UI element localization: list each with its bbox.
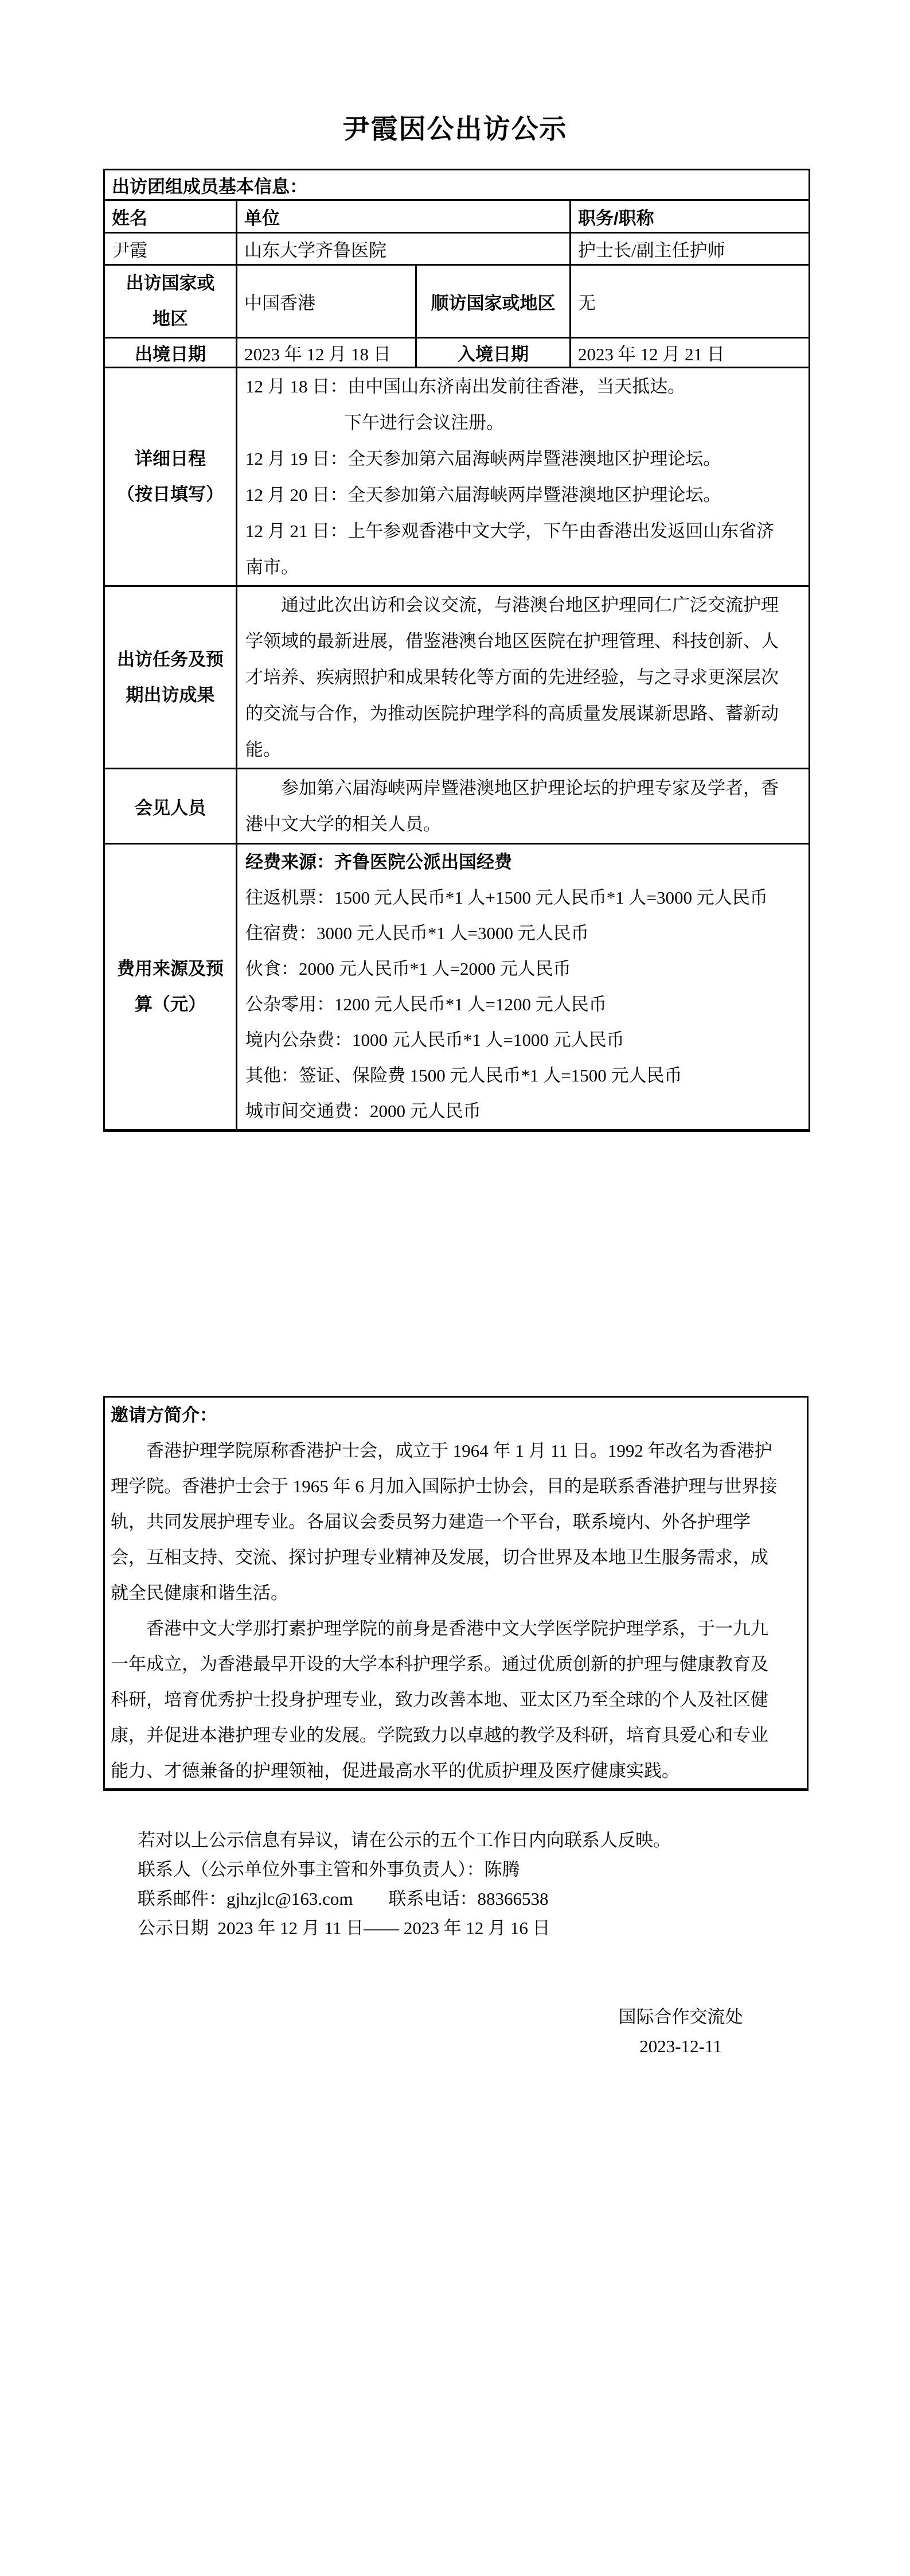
destination-label: 出访国家或 地区 [104,265,237,338]
mission-line: 通过此次出访和会议交流，与港澳台地区护理同仁广泛交流护理 [281,595,779,615]
publicity-period-line: 公示日期 2023 年 12 月 11 日—— 2023 年 12 月 16 日 [138,1918,550,1938]
page-title: 尹霞因公出访公示 [342,115,568,145]
budget-line: 境内公杂费：1000 元人民币*1 人=1000 元人民币 [245,1030,624,1050]
contact-email-phone-line: 联系邮件：gjhzjlc@163.com 联系电话：88366538 [138,1889,549,1909]
table-row-member [104,233,810,265]
member-title: 护士长/副主任护师 [571,233,810,265]
itinerary-line: 下午进行会议注册。 [344,413,504,433]
table-row-destination [104,265,810,338]
inviter-intro-line: 科研，培育优秀护士投身护理专业，致力改善本地、亚太区乃至全球的个人及社区健 [111,1690,768,1710]
exit-date-label: 出境日期 [104,338,237,368]
itinerary-label: 详细日程 （按日填写） [104,368,237,586]
section-header: 出访团组成员基本信息： [104,170,810,200]
exit-date-value: 2023 年 12 月 18 日 [237,338,416,368]
table-row-dates [104,338,810,368]
itinerary-line: 12 月 21 日：上午参观香港中文大学，下午由香港出发返回山东省济 [245,521,775,541]
budget-line: 其他：签证、保险费 1500 元人民币*1 人=1500 元人民币 [245,1065,682,1085]
mission-label: 出访任务及预 期出访成果 [104,586,237,769]
budget-line: 住宿费：3000 元人民币*1 人=3000 元人民币 [245,923,589,943]
table-row-itinerary [104,368,810,586]
budget-content [237,844,810,1131]
inviter-intro-line: 香港护理学院原称香港护士会，成立于 1964 年 1 月 11 日。1992 年改名为香港护 [146,1441,772,1461]
footer-contact-block [138,1826,671,1943]
budget-line: 伙食：2000 元人民币*1 人=2000 元人民币 [245,959,571,979]
itinerary-line: 12 月 20 日：全天参加第六届海峡两岸暨港澳地区护理论坛。 [245,485,721,505]
budget-source-line: 经费来源：齐鲁医院公派出国经费 [245,852,512,872]
entry-date-label: 入境日期 [416,338,571,368]
mission-line: 学领域的最新进展，借鉴港澳台地区医院在护理管理、科技创新、人 [245,631,779,651]
inviter-intro-box [103,1396,809,1791]
table-row-mission [104,586,810,769]
member-name: 尹霞 [104,233,237,265]
table-row-budget [104,844,810,1131]
mission-line: 的交流与合作，为推动医院护理学科的高质量发展谋新思路、蓄新动 [245,703,779,723]
signature-block [609,2002,752,2061]
meeting-label: 会见人员 [104,769,237,844]
signature-date: 2023-12-11 [639,2036,722,2056]
mission-line: 才培养、疾病照护和成果转化等方面的先进经验，与之寻求更深层次 [245,667,779,687]
meeting-line: 参加第六届海峡两岸暨港澳地区护理论坛的护理专家及学者，香 [281,778,779,798]
table-row-meeting [104,769,810,844]
itinerary-line: 12 月 18 日：由中国山东济南出发前往香港，当天抵达。 [245,376,686,396]
itinerary-line: 南市。 [245,557,299,577]
destination-value: 中国香港 [237,265,416,338]
mission-line: 能。 [245,740,281,760]
member-unit: 山东大学齐鲁医院 [237,233,571,265]
signature-org: 国际合作交流处 [618,2007,743,2027]
table-row-column-headers [104,200,810,233]
budget-line: 往返机票：1500 元人民币*1 人+1500 元人民币*1 人=3000 元人民币 [245,888,768,908]
inviter-intro-line: 能力、才德兼备的护理领袖，促进最高水平的优质护理及医疗健康实践。 [111,1761,679,1781]
entry-date-value: 2023 年 12 月 21 日 [571,338,810,368]
transit-value: 无 [571,265,810,338]
budget-line: 公杂零用：1200 元人民币*1 人=1200 元人民币 [245,994,607,1014]
itinerary-content [237,368,810,586]
table-row-section-header [104,170,810,200]
col-header-title: 职务/职称 [571,200,810,233]
inviter-intro-line: 一年成立，为香港最早开设的大学本科护理学系。通过优质创新的护理与健康教育及 [111,1654,768,1674]
transit-label: 顺访国家或地区 [416,265,571,338]
budget-line: 城市间交通费：2000 元人民币 [245,1101,481,1121]
mission-content [237,586,810,769]
visit-info-table [103,169,810,1132]
budget-label: 费用来源及预 算（元） [104,844,237,1131]
itinerary-line: 12 月 19 日：全天参加第六届海峡两岸暨港澳地区护理论坛。 [245,449,721,469]
inviter-intro-line: 香港中文大学那打素护理学院的前身是香港中文大学医学院护理学系，于一九九 [146,1618,768,1639]
col-header-name: 姓名 [104,200,237,233]
col-header-unit: 单位 [237,200,571,233]
inviter-intro-line: 轨，共同发展护理专业。各届议会委员努力建造一个平台，联系境内、外各护理学 [111,1512,751,1532]
inviter-intro-line: 会，互相支持、交流、探讨护理专业精神及发展，切合世界及本地卫生服务需求，成 [111,1547,768,1567]
meeting-line: 港中文大学的相关人员。 [245,814,441,834]
inviter-intro-line: 就全民健康和谐生活。 [111,1583,288,1603]
objection-notice: 若对以上公示信息有异议，请在公示的五个工作日内向联系人反映。 [138,1830,671,1850]
inviter-intro-line: 康，并促进本港护理专业的发展。学院致力以卓越的教学及科研，培育具爱心和专业 [111,1725,768,1745]
meeting-content [237,769,810,844]
inviter-intro-heading: 邀请方简介： [111,1405,217,1425]
inviter-intro-line: 理学院。香港护士会于 1965 年 6 月加入国际护士协会，目的是联系香港护理与世界接 [111,1476,778,1496]
contact-person-line: 联系人（公示单位外事主管和外事负责人）：陈腾 [138,1859,520,1880]
